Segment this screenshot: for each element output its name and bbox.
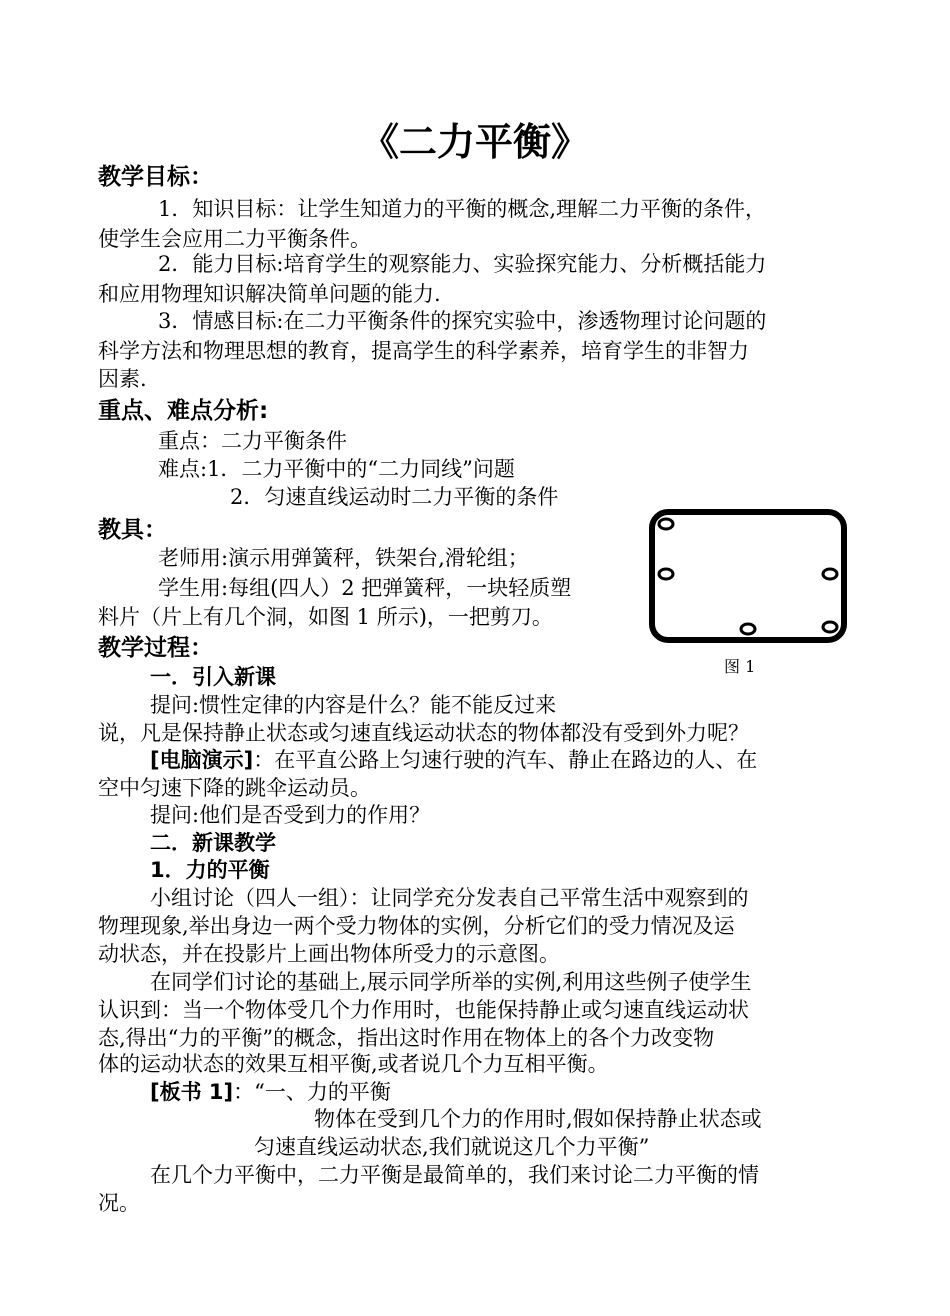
section-heading-process: 教学过程：	[98, 635, 213, 661]
question-1-line-1: 提问:惯性定律的内容是什么？能不能反过来	[150, 693, 557, 717]
discussion-line-1: 小组讨论（四人一组）：让同学充分发表自己平常生活中观察到的	[150, 886, 749, 910]
demo-line-2: 空中匀速下降的跳伞运动员。	[98, 776, 371, 800]
board-line-1	[150, 1077, 391, 1107]
discussion-line-3: 动状态，并在投影片上画出物体所受力的示意图。	[98, 942, 560, 966]
question-1-line-2: 说，凡是保持静止状态或匀速直线运动状态的物体都没有受到外力呢？	[98, 721, 749, 745]
section-heading-tools: 教具：	[98, 517, 167, 543]
plate-hole	[823, 569, 837, 579]
demo-label: [电脑演示]	[150, 748, 254, 772]
paragraph-2-line-1: 在几个力平衡中，二力平衡是最简单的，我们来讨论二力平衡的情	[150, 1163, 759, 1187]
question-2: 提问:他们是否受到力的作用？	[150, 803, 431, 827]
difficulty-2: 2．匀速直线运动时二力平衡的条件	[230, 485, 559, 509]
difficulty-1: 难点:1．二力平衡中的“二力同线”问题	[158, 457, 515, 481]
key-point: 重点：二力平衡条件	[158, 429, 347, 453]
section-heading-keypoints: 重点、难点分析:	[98, 398, 269, 424]
step-2-title: 二．新课教学	[150, 831, 276, 855]
board-line-2: 物体在受到几个力的作用时,假如保持静止状态或	[314, 1107, 762, 1131]
discussion-line-2: 物理现象,举出身边一两个受力物体的实例，分析它们的受力情况及运	[98, 914, 735, 938]
paragraph-1-line-3: 态,得出“力的平衡”的概念，指出这时作用在物体上的各个力改变物	[98, 1026, 715, 1050]
figure-plastic-plate	[648, 508, 848, 648]
subsection-1-title: 1．力的平衡	[150, 858, 270, 882]
board-text: ：“一、力的平衡	[233, 1080, 391, 1104]
plate-hole	[741, 624, 755, 634]
goal-1-line-2: 使学生会应用二力平衡条件。	[98, 227, 371, 251]
plate-hole	[659, 519, 673, 529]
paragraph-1-line-4: 体的运动状态的效果互相平衡,或者说几个力互相平衡。	[98, 1052, 609, 1076]
section-heading-goals: 教学目标：	[98, 164, 213, 190]
goal-1-line-1: 1．知识目标：让学生知道力的平衡的概念,理解二力平衡的条件，	[158, 197, 767, 221]
goal-3-line-3: 因素.	[98, 367, 147, 391]
tools-student-line-2: 料片（片上有几个洞，如图 1 所示)，一把剪刀。	[98, 605, 553, 629]
paragraph-2-line-2: 况。	[98, 1191, 140, 1215]
paragraph-1-line-2: 认识到：当一个物体受几个力作用时，也能保持静止或匀速直线运动状	[98, 998, 749, 1022]
figure-caption: 图 1	[724, 657, 756, 676]
goal-3-line-2: 科学方法和物理思想的教育，提高学生的科学素养，培育学生的非智力	[98, 339, 749, 363]
tools-student-line-1: 学生用:每组(四人）2 把弹簧秤，一块轻质塑	[158, 576, 572, 600]
plate-outline	[652, 512, 844, 640]
plate-hole	[659, 569, 673, 579]
goal-2-line-2: 和应用物理知识解决简单问题的能力.	[98, 282, 441, 306]
goal-3-line-1: 3．情感目标:在二力平衡条件的探究实验中，渗透物理讨论问题的	[158, 309, 767, 333]
goal-2-line-1: 2．能力目标:培育学生的观察能力、实验探究能力、分析概括能力	[158, 252, 767, 276]
board-label: [板书 1]	[150, 1080, 234, 1104]
demo-line-1	[150, 745, 757, 775]
document-title: 《二力平衡》	[360, 120, 589, 164]
board-line-3: 匀速直线运动状态,我们就说这几个力平衡”	[254, 1135, 650, 1159]
tools-teacher: 老师用:演示用弹簧秤，铁架台,滑轮组；	[158, 546, 529, 570]
demo-text: ：在平直公路上匀速行驶的汽车、静止在路边的人、在	[253, 748, 758, 772]
paragraph-1-line-1: 在同学们讨论的基础上,展示同学所举的实例,利用这些例子使学生	[150, 970, 752, 994]
step-1-title: 一．引入新课	[150, 665, 276, 689]
plate-hole	[823, 622, 837, 632]
